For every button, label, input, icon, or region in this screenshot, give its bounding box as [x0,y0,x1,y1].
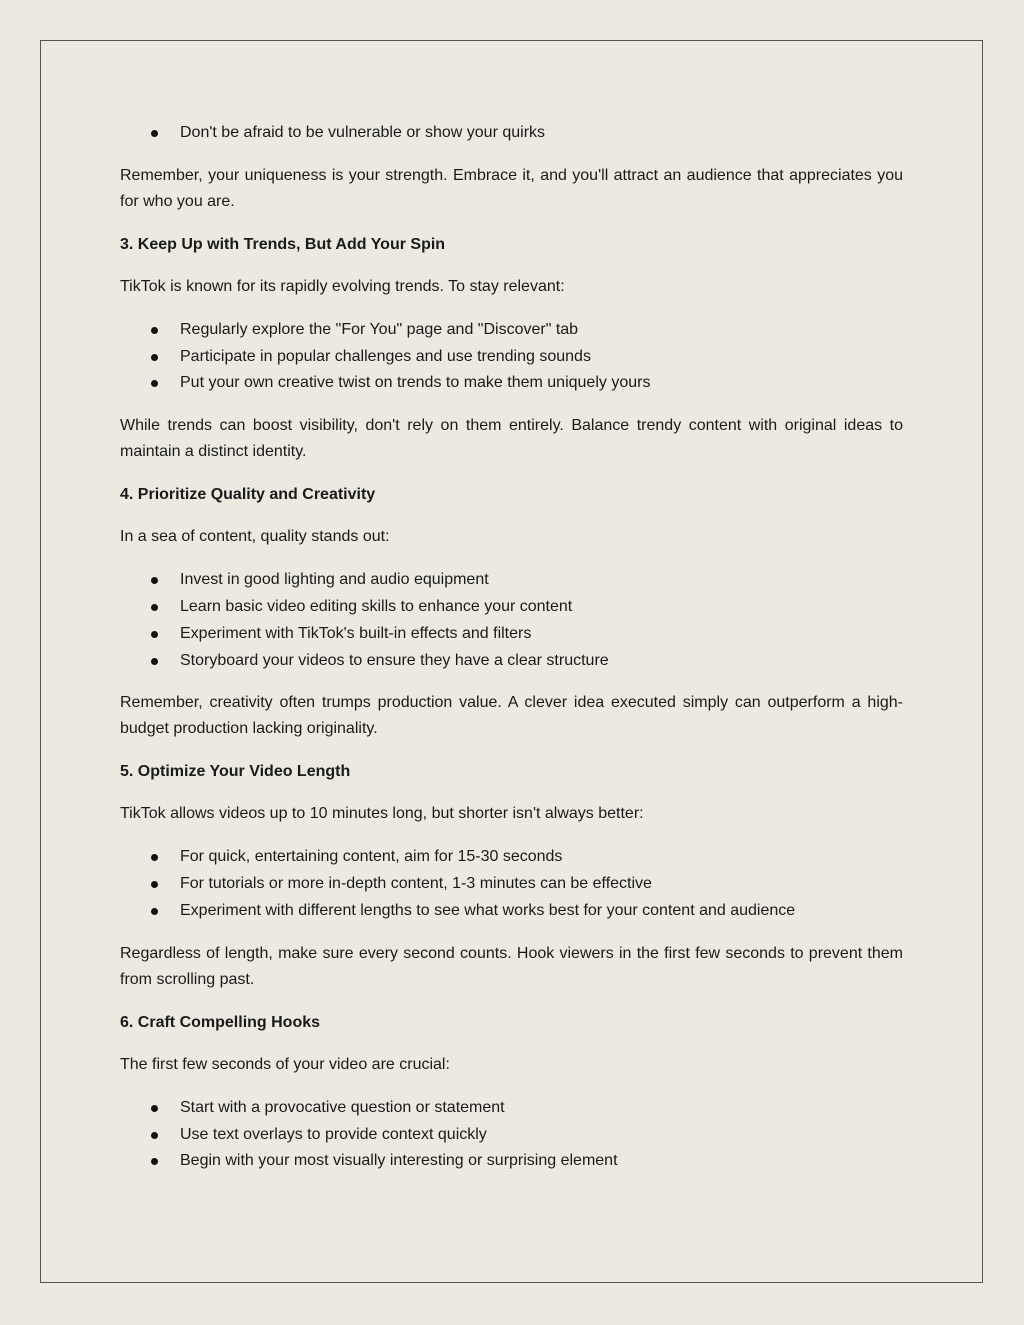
bullet-icon [151,658,158,665]
bullet-icon [151,130,158,137]
list-item-text: Storyboard your videos to ensure they have a clear structure [180,651,609,669]
list-item-text: For tutorials or more in-depth content, 1-3 minutes can be effective [180,875,652,893]
bullet-icon [151,1158,158,1165]
list-item [120,1095,903,1122]
bullet-icon [151,354,158,361]
list-item-text: Regularly explore the "For You" page and "Discover" tab [180,320,579,338]
paragraph-quality-outro: Remember, creativity often trumps production value. A clever idea executed simply can outperform a high-budget production lacking originality. [120,694,903,738]
list-item [120,120,903,147]
bullet-icon [151,1105,158,1112]
bullet-list-quality [120,567,903,674]
bullet-list-hooks [120,1095,903,1175]
document-body [120,120,903,1191]
list-item [120,871,903,898]
paragraph-length-outro: Regardless of length, make sure every second counts. Hook viewers in the first few seconds to prevent them from scrolling past. [120,944,903,988]
list-item [120,370,903,397]
list-item [120,648,903,675]
section-heading-5: 5. Optimize Your Video Length [120,763,351,781]
section-heading-3: 3. Keep Up with Trends, But Add Your Spin [120,235,446,253]
list-item [120,1122,903,1149]
list-item-text: Start with a provocative question or statement [180,1098,505,1116]
section-heading-4: 4. Prioritize Quality and Creativity [120,486,376,504]
paragraph-quality-intro: In a sea of content, quality stands out: [120,528,390,546]
list-item [120,898,903,925]
bullet-icon [151,631,158,638]
paragraph-hooks-intro: The first few seconds of your video are crucial: [120,1055,450,1073]
list-item-text: Experiment with different lengths to see what works best for your content and audience [180,901,796,919]
paragraph-length-intro: TikTok allows videos up to 10 minutes long, but shorter isn't always better: [120,805,644,823]
list-item-text: Begin with your most visually interesting or surprising element [180,1152,618,1170]
list-item-text: Participate in popular challenges and use trending sounds [180,347,591,365]
bullet-icon [151,327,158,334]
paragraph-uniqueness: Remember, your uniqueness is your strength. Embrace it, and you'll attract an audience that appreciates you for who you are. [120,166,903,210]
bullet-list-trends [120,317,903,397]
bullet-list-length [120,844,903,924]
list-item-text: Use text overlays to provide context quickly [180,1125,487,1143]
bullet-icon [151,380,158,387]
list-item [120,621,903,648]
list-item [120,594,903,621]
list-item-text: Experiment with TikTok's built-in effects and filters [180,624,532,642]
bullet-icon [151,881,158,888]
list-item-text: Learn basic video editing skills to enhance your content [180,597,573,615]
list-item-text: Put your own creative twist on trends to make them uniquely yours [180,374,651,392]
section-heading-6: 6. Craft Compelling Hooks [120,1013,321,1031]
list-item [120,1148,903,1175]
list-item [120,317,903,344]
bullet-icon [151,1132,158,1139]
list-item-text: Don't be afraid to be vulnerable or show your quirks [180,124,546,141]
bullet-list-top [120,120,903,147]
list-item [120,844,903,871]
list-item [120,344,903,371]
bullet-icon [151,908,158,915]
list-item [120,567,903,594]
bullet-icon [151,604,158,611]
list-item-text: For quick, entertaining content, aim for 15-30 seconds [180,848,563,866]
bullet-icon [151,577,158,584]
paragraph-trends-intro: TikTok is known for its rapidly evolving trends. To stay relevant: [120,277,565,295]
paragraph-trends-outro: While trends can boost visibility, don't rely on them entirely. Balance trendy content with original ideas to maintain a distinct identity. [120,417,903,461]
bullet-icon [151,854,158,861]
list-item-text: Invest in good lighting and audio equipment [180,571,489,589]
